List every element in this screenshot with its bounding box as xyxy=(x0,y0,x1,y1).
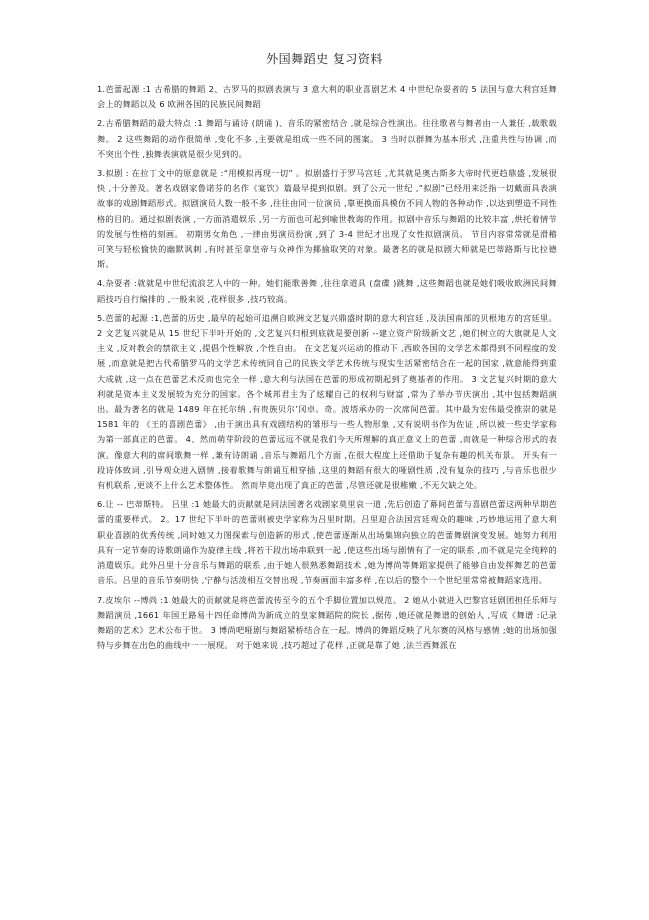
paragraph-lully: 6.让 -- 巴蒂斯特。 吕里 :1 她最大的贡献就是同法国著名戏剧家莫里哀一道 ,先后创造了幕间芭蕾与喜剧芭蕾这两种早期芭蕾的重要样式。 2。17 世纪下半叶的芭蕾则被史学家称为吕里时期。吕里迎合法国宫廷观众的趣味 ,巧妙地运用了意大利职业喜剧的优秀传统 ,同时她又力图探索与创造新的形式 ,使芭蕾逐渐从出场集锦向独立的芭蕾舞剧演变发展。她努力利用具有一定节奏的诗歌朗诵作为旋律主线 ,将若干段出场串联到一起 ,使这些出场与剧情有了一定的联系 ,而不就是完全纯粹的消遣娱乐。此外吕里十分音乐与舞蹈的联系 ,由于她人很熟悉舞蹈技术 ,她为博尚等舞蹈家提供了能够自由发挥舞艺的芭蕾音乐。吕里的音乐节奏明快 ,宁静与活泼相互交替出现 ,节奏画面丰富多样 ,在以后的整个一个世纪里常常被舞蹈家选用。 xyxy=(97,499,557,586)
paragraph-ballet-history: 5.芭蕾的起源 :1,芭蕾的历史 ,最早的起始可追溯自欧洲文艺复兴鼎盛时期的意大利宫廷 ,及法国南部的贝根地方的宫廷里。 2 文艺复兴就是从 15 世纪下半叶开始的 ,文艺复兴归根到底就是要创新 --建立资产阶级新文艺 ,她们树立的大旗就是人文主义 ,反对教会的禁欲主义 ,提倡个性解放 ,个性自由。 在文艺复兴运动的推动下 ,西欧各国的文学艺术都得到不同程度的发展 ,而意就是把古代希腊罗马的文学艺术传统同自己的民族文学艺术传统与现实生活紧密结合在一起的国家 ,就意能得到重大成就 ,这一点在芭蕾艺术反而也完全一样 ,意大利与法国在芭蕾的形成初期起到了奠基者的作用。 3 文艺复兴时期的意大利就是资本主义发展较为充分的国家。各个城邦君主为了炫耀自己的权利与财富 ,常为了举办节庆演出 ,其中包括舞蹈演出。最为著名的就是 1489 年在托尔纳 ,有贵族贝尔’冈卓。奇。波塔承办的一次席间芭蕾。其中最为宏伟最受推崇的就是 1581 年的 《王的喜剧芭蕾》 ,由于演出具有戏剧结构的雏形与一些人物形象 ,又有说明书作为佐证 ,所以被一些史学家称为第一部真正的芭蕾。 4、然而萌芽阶段的芭蕾远远不就是我们今天所理解的真正意义上的芭蕾 ,而就是一种综合形式的表演。像意大利的席间歌舞一样 ,兼有诗朗诵 ,音乐与舞蹈几个方面 ,在很大程度上还借助于复杂有趣的机关布景。 开头有一段诗体致词 ,引导观众进入剧情 ,接着歌舞与朗诵互相穿插 ,这里的舞蹈有很大的哑剧性质 ,没有复杂的技巧 ,与音乐也很少有机联系 ,更谈不上什么艺术整体性。 然而毕竟出现了真正的芭蕾 ,尽管还就是很稚嫩 ,不无欠缺之处。 xyxy=(97,312,557,491)
paragraph-jugglers: 4.杂耍者 :就就是中世纪流浪艺人中的一种。她们能歌善舞 ,往往拿道具 (盘碟 )跳舞 ,这些舞蹈也就是她们吸收欧洲民间舞蹈技巧自行编排的 ,一般来说 ,花样很多 ,技巧较高。 xyxy=(97,278,557,304)
page-title: 外国舞蹈史 复习资料 xyxy=(266,52,383,66)
paragraph-beauchamp: 7.皮埃尔 --博尚 :1 她最大的贡献就是将芭蕾流传至今的五个手脚位置加以规范。 2 她从小就进入巴黎宫廷剧团担任乐师与舞蹈演员 ,1661 年国王路易十四任命博尚为新成立的皇家舞蹈院的院长 ,据传 ,她还就是舞谱的创始人 ,写成《舞谱 :记录舞蹈的艺术》艺术公布于世。 3 博尚吧哑剧与舞蹈紧桥结合在一起。博尚的舞蹈反映了凡尔赛的风格与感情 ;她的出场加强特与步舞在出色的曲线中一一展现。 对于她来说 ,技巧超过了花样 ,正就是靠了她 ,法兰西舞派在 xyxy=(97,594,557,651)
paragraph-ballet-origin: 1.芭蕾起源 :1 古希腊的舞蹈 2、古罗马的拟剧表演与 3 意大利的职业喜剧艺术 4 中世纪杂耍者的 5 法国与意大利宫廷舞会上的舞蹈以及 6 欧洲各国的民族民间舞蹈 xyxy=(97,84,557,110)
document-body xyxy=(97,82,557,657)
paragraph-mime: 3.拟剧 : 在拉丁文中的原意就是 :“用模拟再现一切” 。拟剧盛行于罗马宫廷 ,尤其就是奥古斯多大帝时代更趋鼎盛 ,发展很快 ,十分普及。著名戏剧家鲁诺芬的名作《宴饮》篇最早提到拟剧。到了公元一世纪 ,“拟剧”已经用来泛指一切戴面具表演故事的戏剧舞蹈形式。拟剧演员人数一般不多 ,往往由同一位演员 ,靠更换面具模仿不同人物的各种动作 ,以达到塑造不同性格的目的。通过拟剧表演 ,一方面消遣娱乐 ,另一方面也可起到喻世教诲的作用。拟剧中音乐与舞蹈的比较丰富 ,烘托着情节的发展与性格的刻画。 初期男女角色 ,一律由男演员扮演 ,到了 3-4 世纪才出现了女性拟剧演员。 节目内容常常就是滑稽可笑与轻松愉快的幽默讽刺 ,有时甚至拿皇帝与众神作为揶揄取笑的对象。最著名的就是拟剧大师就是巴蒂路斯与比拉德斯。 xyxy=(97,168,557,270)
paragraph-greek-dance: 2.古希腊舞蹈的最大特点 :1 舞蹈与诵诗 (朗诵 )、音乐的紧密结合 ,就是综合性演出。往往歌者与舞者由一人兼任 ,载歌载舞。 2 这些舞蹈的动作很简单 ,变化不多 ,主要就是组成一些不同的图案。 3 当时以群舞为基本形式 ,注重共性与协调 ,而不突出个性 ,独舞表演就是很少见到的。 xyxy=(97,118,557,159)
